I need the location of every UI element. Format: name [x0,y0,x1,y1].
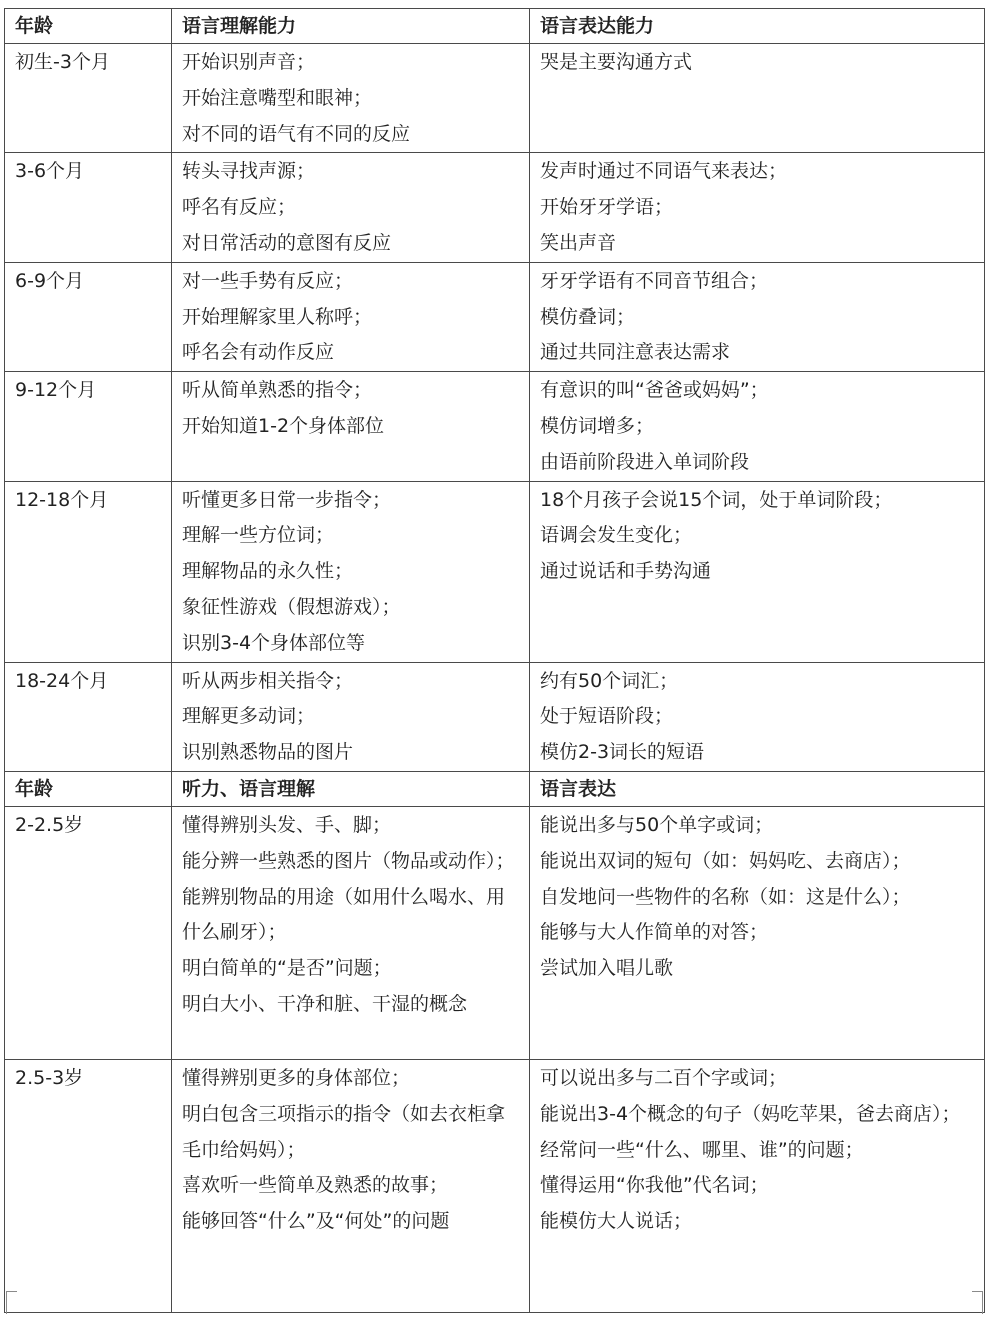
table-row [5,806,985,1059]
table-row [5,44,985,153]
expression-item: 能够与大人作简单的对答； [540,921,769,944]
understanding-item: 呼名有反应； [182,196,297,219]
expression-cell [530,262,985,371]
expression-item: 发声时通过不同语气来表达； [540,160,788,183]
header-understanding: 听力、语言理解 [172,771,530,806]
header-age: 年龄 [5,771,172,806]
expression-item: 可以说出多与二百个字或词； [540,1066,788,1089]
expression-item: 模仿词增多； [540,414,655,437]
expression-item: 18个月孩子会说15个词，处于单词阶段； [540,488,893,511]
understanding-item: 呼名会有动作反应 [182,341,335,364]
understanding-item: 对不同的语气有不同的反应 [182,122,411,145]
understanding-cell [172,806,530,1059]
expression-cell [530,153,985,262]
expression-item: 由语前阶段进入单词阶段 [540,450,750,473]
understanding-item: 开始知道1-2个身体部位 [182,414,385,437]
understanding-item: 开始注意嘴型和眼神； [182,86,373,109]
expression-item: 能说出多与50个单字或词； [540,813,774,836]
expression-item: 懂得运用“你我他”代名词； [540,1174,769,1197]
age-cell: 初生-3个月 [5,44,172,153]
age-cell: 6-9个月 [5,262,172,371]
expression-cell [530,481,985,662]
expression-item: 处于短语阶段； [540,705,674,728]
understanding-cell [172,153,530,262]
understanding-item: 象征性游戏（假想游戏）； [182,595,401,618]
expression-item: 语调会发生变化； [540,524,693,547]
header-understanding: 语言理解能力 [172,9,530,44]
table-row [5,262,985,371]
understanding-cell [172,662,530,771]
age-cell: 2.5-3岁 [5,1059,172,1312]
age-cell: 3-6个月 [5,153,172,262]
understanding-item: 对日常活动的意图有反应 [182,231,392,254]
table-row [5,153,985,262]
understanding-item: 听从简单熟悉的指令； [182,379,373,402]
understanding-item: 开始理解家里人称呼； [182,305,373,328]
header-expression: 语言表达 [530,771,985,806]
table-subheader-row [5,771,985,806]
understanding-item: 听从两步相关指令； [182,669,354,692]
expression-item: 能说出3-4个概念的句子（妈吃苹果，爸去商店）； [540,1102,961,1125]
crop-mark-right [972,1291,983,1314]
expression-item: 尝试加入唱儿歌 [540,957,674,980]
understanding-item: 懂得辨别头发、手、脚； [182,813,392,836]
understanding-item: 转头寻找声源； [182,160,316,183]
header-age: 年龄 [5,9,172,44]
understanding-cell [172,44,530,153]
understanding-item: 明白大小、干净和脏、干湿的概念 [182,992,468,1015]
expression-item: 能模仿大人说话； [540,1210,693,1233]
expression-item: 约有50个词汇； [540,669,679,692]
understanding-item: 喜欢听一些简单及熟悉的故事； [182,1174,449,1197]
expression-item: 有意识的叫“爸爸或妈妈”； [540,379,769,402]
understanding-item: 识别3-4个身体部位等 [182,631,366,654]
understanding-item: 理解一些方位词； [182,524,335,547]
age-cell: 9-12个月 [5,372,172,481]
header-expression: 语言表达能力 [530,9,985,44]
expression-item: 哭是主要沟通方式 [540,51,693,73]
expression-cell [530,1059,985,1312]
age-cell: 2-2.5岁 [5,806,172,1059]
expression-cell [530,44,985,153]
age-cell: 12-18个月 [5,481,172,662]
expression-item: 自发地问一些物件的名称（如：这是什么）； [540,885,911,908]
expression-item: 牙牙学语有不同音节组合； [540,269,769,292]
understanding-item: 明白简单的“是否”问题； [182,957,392,980]
table-row [5,481,985,662]
table-row [5,1059,985,1312]
expression-cell [530,662,985,771]
expression-item: 经常问一些“什么、哪里、谁”的问题； [540,1138,864,1161]
expression-item: 能说出双词的短句（如：妈妈吃、去商店）； [540,849,911,872]
understanding-cell [172,372,530,481]
expression-cell [530,372,985,481]
understanding-item: 能辨别物品的用途（如用什么喝水、用什么刷牙）； [182,885,506,944]
understanding-item: 听懂更多日常一步指令； [182,488,392,511]
expression-item: 开始牙牙学语； [540,196,674,219]
age-cell: 18-24个月 [5,662,172,771]
understanding-item: 理解物品的永久性； [182,560,354,583]
understanding-cell [172,262,530,371]
expression-item: 模仿2-3词长的短语 [540,741,705,764]
language-development-table [4,8,985,1313]
table-header-row [5,9,985,44]
understanding-item: 能分辨一些熟悉的图片（物品或动作）； [182,849,515,872]
understanding-cell [172,1059,530,1312]
understanding-item: 开始识别声音； [182,51,316,73]
understanding-item: 能够回答“什么”及“何处”的问题 [182,1210,450,1233]
understanding-item: 理解更多动词； [182,705,316,728]
understanding-item: 明白包含三项指示的指令（如去衣柜拿毛巾给妈妈）； [182,1102,506,1161]
crop-mark-left [6,1291,17,1314]
expression-item: 通过共同注意表达需求 [540,341,731,364]
understanding-item: 懂得辨别更多的身体部位； [182,1066,411,1089]
expression-item: 模仿叠词； [540,305,636,328]
expression-item: 通过说话和手势沟通 [540,560,712,583]
understanding-cell [172,481,530,662]
table-row [5,662,985,771]
understanding-item: 识别熟悉物品的图片 [182,741,354,764]
understanding-item: 对一些手势有反应； [182,269,354,292]
expression-item: 笑出声音 [540,231,617,254]
table-row [5,372,985,481]
expression-cell [530,806,985,1059]
